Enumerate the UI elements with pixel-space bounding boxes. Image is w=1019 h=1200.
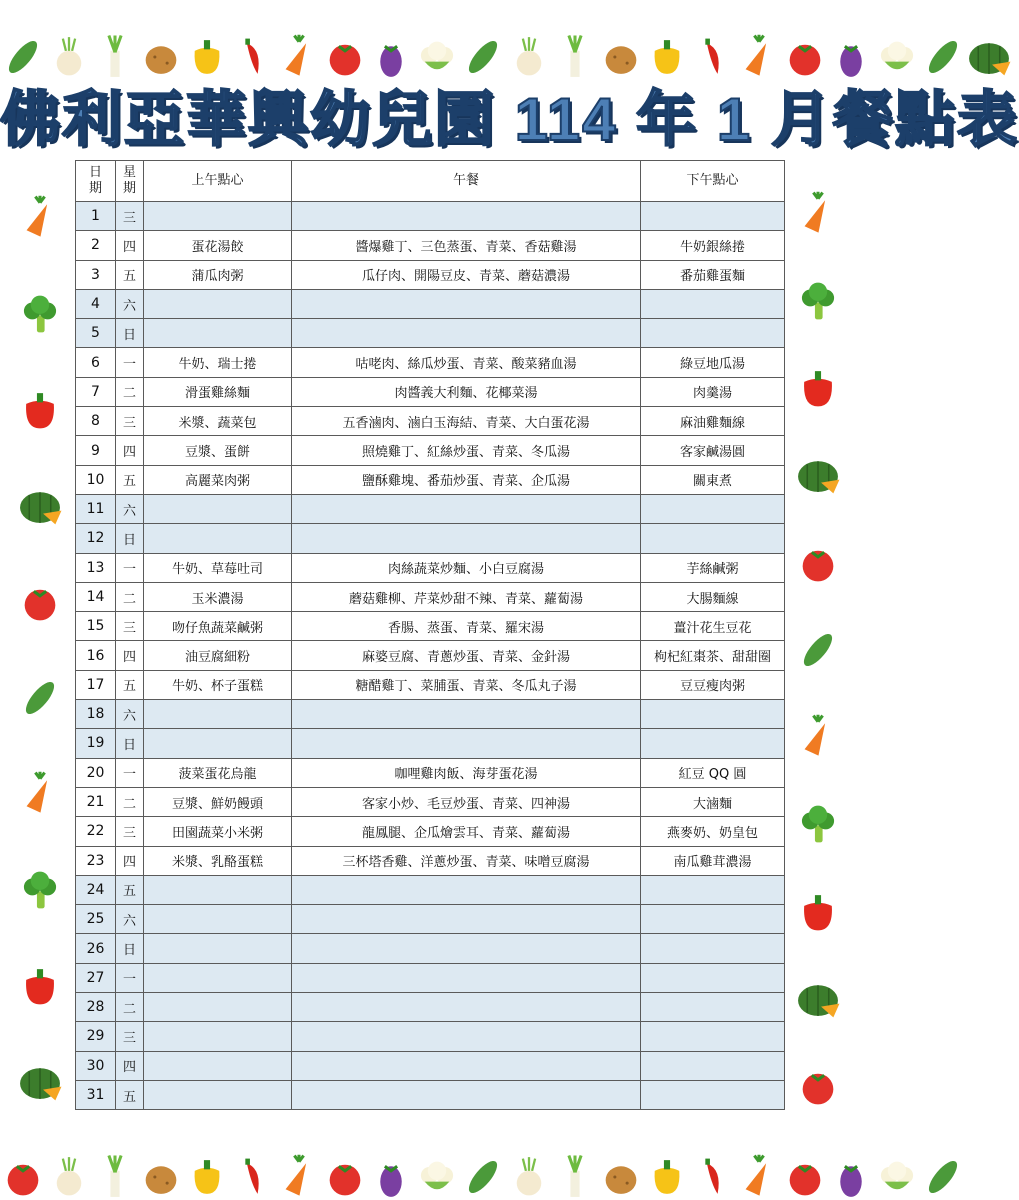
cell-morning-snack: [144, 202, 292, 231]
cell-morning-snack: 牛奶、杯子蛋糕: [144, 670, 292, 699]
cell-lunch: 照燒雞丁、紅絲炒蛋、青菜、冬瓜湯: [292, 436, 641, 465]
cell-date: 10: [76, 465, 116, 494]
table-row: [76, 875, 785, 904]
cell-lunch: 香腸、蒸蛋、青菜、羅宋湯: [292, 612, 641, 641]
cell-weekday: 日: [116, 524, 144, 553]
cell-afternoon-snack: 牛奶銀絲捲: [641, 231, 785, 260]
cell-weekday: 一: [116, 758, 144, 787]
cell-weekday: 二: [116, 787, 144, 816]
cell-lunch: [292, 905, 641, 934]
cell-morning-snack: [144, 524, 292, 553]
table-body: [76, 202, 785, 1110]
cell-date: 21: [76, 787, 116, 816]
cell-date: 16: [76, 641, 116, 670]
cell-morning-snack: [144, 289, 292, 318]
cell-morning-snack: 牛奶、瑞士捲: [144, 348, 292, 377]
cell-lunch: [292, 202, 641, 231]
cell-weekday: 三: [116, 202, 144, 231]
cell-afternoon-snack: [641, 524, 785, 553]
cell-weekday: 五: [116, 260, 144, 289]
cell-lunch: 三杯塔香雞、洋蔥炒蛋、青菜、味噌豆腐湯: [292, 846, 641, 875]
cell-afternoon-snack: 枸杞紅棗茶、甜甜圈: [641, 641, 785, 670]
onion-icon: [46, 34, 92, 80]
pepper-red-icon: [795, 365, 841, 411]
table-row: [76, 494, 785, 523]
table-row: [76, 1022, 785, 1051]
cell-morning-snack: 豆漿、蛋餅: [144, 436, 292, 465]
cell-date: 15: [76, 612, 116, 641]
cell-afternoon-snack: 大腸麵線: [641, 582, 785, 611]
cell-weekday: 三: [116, 817, 144, 846]
cell-date: 13: [76, 553, 116, 582]
cell-morning-snack: 蛋花湯餃: [144, 231, 292, 260]
cell-morning-snack: 米漿、乳酪蛋糕: [144, 846, 292, 875]
cell-lunch: [292, 494, 641, 523]
cell-lunch: [292, 1022, 641, 1051]
cell-afternoon-snack: 番茄雞蛋麵: [641, 260, 785, 289]
cell-weekday: 一: [116, 348, 144, 377]
carrot-icon: [795, 714, 841, 760]
cell-date: 25: [76, 905, 116, 934]
cell-date: 1: [76, 202, 116, 231]
leek-icon: [552, 34, 598, 80]
cell-weekday: 二: [116, 582, 144, 611]
cauliflower-icon: [874, 1154, 920, 1200]
cell-morning-snack: 高麗菜肉粥: [144, 465, 292, 494]
cell-afternoon-snack: [641, 993, 785, 1022]
pepper-red-icon: [795, 889, 841, 935]
tomato-icon: [795, 1063, 841, 1109]
cucumber-icon: [0, 34, 46, 80]
cell-date: 30: [76, 1051, 116, 1080]
cucumber-icon: [920, 1154, 966, 1200]
cell-lunch: [292, 729, 641, 758]
cell-lunch: [292, 1051, 641, 1080]
cell-afternoon-snack: 芋絲鹹粥: [641, 553, 785, 582]
cell-morning-snack: [144, 319, 292, 348]
cell-date: 27: [76, 963, 116, 992]
table-row: [76, 905, 785, 934]
cell-date: 26: [76, 934, 116, 963]
pumpkin-icon: [795, 976, 841, 1022]
cell-afternoon-snack: 客家鹹湯圓: [641, 436, 785, 465]
eggplant-icon: [368, 1154, 414, 1200]
cell-weekday: 六: [116, 905, 144, 934]
right-vegetable-border: [778, 170, 858, 1130]
cell-weekday: 五: [116, 465, 144, 494]
carrot-icon: [276, 34, 322, 80]
broccoli-icon: [17, 867, 63, 913]
cell-weekday: 五: [116, 670, 144, 699]
cell-lunch: 瓜仔肉、開陽豆皮、青菜、蘑菇濃湯: [292, 260, 641, 289]
leek-icon: [92, 34, 138, 80]
table-row: [76, 553, 785, 582]
cell-afternoon-snack: [641, 1051, 785, 1080]
cell-date: 7: [76, 377, 116, 406]
cell-weekday: 四: [116, 231, 144, 260]
cell-afternoon-snack: [641, 729, 785, 758]
eggplant-icon: [368, 34, 414, 80]
pepper-red-icon: [17, 387, 63, 433]
cucumber-icon: [17, 675, 63, 721]
table-row: [76, 729, 785, 758]
cell-morning-snack: 油豆腐細粉: [144, 641, 292, 670]
cell-weekday: 五: [116, 1080, 144, 1109]
cell-afternoon-snack: [641, 934, 785, 963]
cell-weekday: 二: [116, 993, 144, 1022]
tomato-icon: [322, 34, 368, 80]
table-header-row: [76, 161, 785, 202]
cell-date: 8: [76, 407, 116, 436]
table-row: [76, 670, 785, 699]
table-row: [76, 758, 785, 787]
cell-weekday: 日: [116, 319, 144, 348]
meal-schedule-table: [75, 160, 785, 1110]
cauliflower-icon: [874, 34, 920, 80]
bottom-vegetable-border: [0, 1120, 855, 1200]
cucumber-icon: [795, 627, 841, 673]
cell-afternoon-snack: 南瓜雞茸濃湯: [641, 846, 785, 875]
cell-morning-snack: 米漿、蔬菜包: [144, 407, 292, 436]
potato-icon: [598, 34, 644, 80]
table-row: [76, 817, 785, 846]
potato-icon: [138, 1154, 184, 1200]
cell-morning-snack: [144, 905, 292, 934]
cell-date: 2: [76, 231, 116, 260]
cell-date: 14: [76, 582, 116, 611]
cell-morning-snack: [144, 700, 292, 729]
cell-afternoon-snack: [641, 202, 785, 231]
cell-morning-snack: 豆漿、鮮奶饅頭: [144, 787, 292, 816]
cell-afternoon-snack: 綠豆地瓜湯: [641, 348, 785, 377]
cell-date: 18: [76, 700, 116, 729]
cell-lunch: [292, 700, 641, 729]
pepper-yellow-icon: [184, 34, 230, 80]
tomato-icon: [0, 1154, 46, 1200]
carrot-icon: [276, 1154, 322, 1200]
table-row: [76, 993, 785, 1022]
cell-afternoon-snack: [641, 700, 785, 729]
chili-icon: [690, 1154, 736, 1200]
cucumber-icon: [460, 34, 506, 80]
pumpkin-icon: [17, 1059, 63, 1105]
broccoli-icon: [795, 801, 841, 847]
cell-date: 11: [76, 494, 116, 523]
cell-date: 20: [76, 758, 116, 787]
cell-afternoon-snack: [641, 963, 785, 992]
cell-weekday: 日: [116, 729, 144, 758]
header-date-label: 日 期: [88, 165, 102, 196]
cell-lunch: [292, 1080, 641, 1109]
cell-afternoon-snack: 薑汁花生豆花: [641, 612, 785, 641]
cell-weekday: 四: [116, 641, 144, 670]
cell-morning-snack: 田園蔬菜小米粥: [144, 817, 292, 846]
table-row: [76, 582, 785, 611]
cell-afternoon-snack: [641, 289, 785, 318]
leek-icon: [552, 1154, 598, 1200]
cell-afternoon-snack: 大滷麵: [641, 787, 785, 816]
cell-lunch: 肉絲蔬菜炒麵、小白豆腐湯: [292, 553, 641, 582]
cell-weekday: 四: [116, 1051, 144, 1080]
left-vegetable-border: [0, 170, 80, 1130]
header-morning-snack: 上午點心: [144, 161, 292, 202]
cell-afternoon-snack: 豆豆瘦肉粥: [641, 670, 785, 699]
cell-lunch: [292, 289, 641, 318]
pepper-yellow-icon: [644, 34, 690, 80]
cell-morning-snack: 滑蛋雞絲麵: [144, 377, 292, 406]
cell-afternoon-snack: 紅豆 QQ 圓: [641, 758, 785, 787]
cell-morning-snack: 玉米濃湯: [144, 582, 292, 611]
cell-weekday: 四: [116, 436, 144, 465]
pumpkin-icon: [795, 452, 841, 498]
cell-date: 3: [76, 260, 116, 289]
carrot-icon: [736, 34, 782, 80]
table-row: [76, 231, 785, 260]
table-row: [76, 319, 785, 348]
cell-date: 5: [76, 319, 116, 348]
cell-afternoon-snack: 肉羹湯: [641, 377, 785, 406]
cell-date: 24: [76, 875, 116, 904]
cell-morning-snack: [144, 494, 292, 523]
table-row: [76, 260, 785, 289]
cell-weekday: 三: [116, 1022, 144, 1051]
cell-date: 29: [76, 1022, 116, 1051]
cell-lunch: 龍鳳腿、企瓜燴雲耳、青菜、蘿蔔湯: [292, 817, 641, 846]
pumpkin-icon: [17, 483, 63, 529]
table-row: [76, 846, 785, 875]
cucumber-icon: [460, 1154, 506, 1200]
cucumber-icon: [920, 34, 966, 80]
cell-weekday: 四: [116, 846, 144, 875]
cell-lunch: 客家小炒、毛豆炒蛋、青菜、四神湯: [292, 787, 641, 816]
cell-date: 19: [76, 729, 116, 758]
cell-weekday: 三: [116, 407, 144, 436]
pepper-red-icon: [17, 963, 63, 1009]
cell-afternoon-snack: [641, 875, 785, 904]
top-vegetable-border: [0, 0, 855, 80]
cell-morning-snack: [144, 1080, 292, 1109]
cell-morning-snack: 蒲瓜肉粥: [144, 260, 292, 289]
cell-weekday: 日: [116, 934, 144, 963]
tomato-icon: [795, 540, 841, 586]
eggplant-icon: [828, 34, 874, 80]
cell-date: 28: [76, 993, 116, 1022]
cell-lunch: 麻婆豆腐、青蔥炒蛋、青菜、金針湯: [292, 641, 641, 670]
potato-icon: [598, 1154, 644, 1200]
header-afternoon-snack: 下午點心: [641, 161, 785, 202]
onion-icon: [46, 1154, 92, 1200]
cell-date: 23: [76, 846, 116, 875]
table-row: [76, 465, 785, 494]
cell-morning-snack: 菠菜蛋花烏龍: [144, 758, 292, 787]
chili-icon: [690, 34, 736, 80]
table-row: [76, 787, 785, 816]
cell-morning-snack: [144, 729, 292, 758]
cell-afternoon-snack: [641, 1080, 785, 1109]
tomato-icon: [322, 1154, 368, 1200]
cell-afternoon-snack: [641, 1022, 785, 1051]
table-row: [76, 407, 785, 436]
cell-afternoon-snack: [641, 494, 785, 523]
cell-afternoon-snack: 麻油雞麵線: [641, 407, 785, 436]
broccoli-icon: [17, 291, 63, 337]
table-row: [76, 1051, 785, 1080]
cell-morning-snack: [144, 1051, 292, 1080]
cell-date: 12: [76, 524, 116, 553]
tomato-icon: [17, 579, 63, 625]
carrot-icon: [736, 1154, 782, 1200]
broccoli-icon: [795, 278, 841, 324]
chili-icon: [230, 1154, 276, 1200]
table-row: [76, 700, 785, 729]
header-lunch: 午餐: [292, 161, 641, 202]
cell-afternoon-snack: 燕麥奶、奶皇包: [641, 817, 785, 846]
cell-lunch: 咖哩雞肉飯、海芽蛋花湯: [292, 758, 641, 787]
cell-lunch: 肉醬義大利麵、花椰菜湯: [292, 377, 641, 406]
cell-morning-snack: 牛奶、草莓吐司: [144, 553, 292, 582]
potato-icon: [138, 34, 184, 80]
cell-weekday: 六: [116, 700, 144, 729]
tomato-icon: [782, 34, 828, 80]
cell-lunch: [292, 875, 641, 904]
table-row: [76, 436, 785, 465]
cell-date: 4: [76, 289, 116, 318]
cell-lunch: [292, 993, 641, 1022]
carrot-icon: [17, 195, 63, 241]
cell-lunch: 蘑菇雞柳、芹菜炒甜不辣、青菜、蘿蔔湯: [292, 582, 641, 611]
table-row: [76, 641, 785, 670]
pepper-yellow-icon: [644, 1154, 690, 1200]
onion-icon: [506, 1154, 552, 1200]
cauliflower-icon: [414, 34, 460, 80]
pepper-yellow-icon: [184, 1154, 230, 1200]
header-date: [76, 161, 116, 202]
chili-icon: [230, 34, 276, 80]
cell-afternoon-snack: 關東煮: [641, 465, 785, 494]
cell-date: 22: [76, 817, 116, 846]
carrot-icon: [795, 191, 841, 237]
cell-morning-snack: [144, 963, 292, 992]
cell-date: 6: [76, 348, 116, 377]
cell-lunch: [292, 524, 641, 553]
cell-weekday: 六: [116, 494, 144, 523]
table-row: [76, 612, 785, 641]
onion-icon: [506, 34, 552, 80]
tomato-icon: [782, 1154, 828, 1200]
cell-morning-snack: [144, 875, 292, 904]
cell-lunch: 五香滷肉、滷白玉海結、青菜、大白蛋花湯: [292, 407, 641, 436]
leek-icon: [92, 1154, 138, 1200]
cell-date: 9: [76, 436, 116, 465]
cell-lunch: 鹽酥雞塊、番茄炒蛋、青菜、企瓜湯: [292, 465, 641, 494]
cell-weekday: 二: [116, 377, 144, 406]
cell-morning-snack: [144, 934, 292, 963]
cell-date: 17: [76, 670, 116, 699]
cell-lunch: 糖醋雞丁、菜脯蛋、青菜、冬瓜丸子湯: [292, 670, 641, 699]
table-row: [76, 377, 785, 406]
table-row: [76, 1080, 785, 1109]
header-weekday-label: 星 期: [122, 165, 136, 196]
table-row: [76, 348, 785, 377]
cell-weekday: 六: [116, 289, 144, 318]
cauliflower-icon: [414, 1154, 460, 1200]
cell-lunch: 咕咾肉、絲瓜炒蛋、青菜、酸菜豬血湯: [292, 348, 641, 377]
cell-morning-snack: [144, 1022, 292, 1051]
cell-morning-snack: 吻仔魚蔬菜鹹粥: [144, 612, 292, 641]
cell-date: 31: [76, 1080, 116, 1109]
header-weekday: [116, 161, 144, 202]
cell-morning-snack: [144, 993, 292, 1022]
cell-lunch: [292, 934, 641, 963]
cell-afternoon-snack: [641, 905, 785, 934]
page-title: 佛利亞華興幼兒園 114 年 1 月餐點表: [0, 86, 1019, 153]
cell-afternoon-snack: [641, 319, 785, 348]
table-row: [76, 934, 785, 963]
table-row: [76, 202, 785, 231]
eggplant-icon: [828, 1154, 874, 1200]
pumpkin-icon: [966, 34, 1012, 80]
cell-weekday: 一: [116, 963, 144, 992]
cell-weekday: 一: [116, 553, 144, 582]
table-row: [76, 963, 785, 992]
cell-lunch: [292, 319, 641, 348]
carrot-icon: [17, 771, 63, 817]
cell-lunch: [292, 963, 641, 992]
cell-weekday: 五: [116, 875, 144, 904]
table-row: [76, 524, 785, 553]
cell-lunch: 醬爆雞丁、三色蒸蛋、青菜、香菇雞湯: [292, 231, 641, 260]
cell-weekday: 三: [116, 612, 144, 641]
table-row: [76, 289, 785, 318]
